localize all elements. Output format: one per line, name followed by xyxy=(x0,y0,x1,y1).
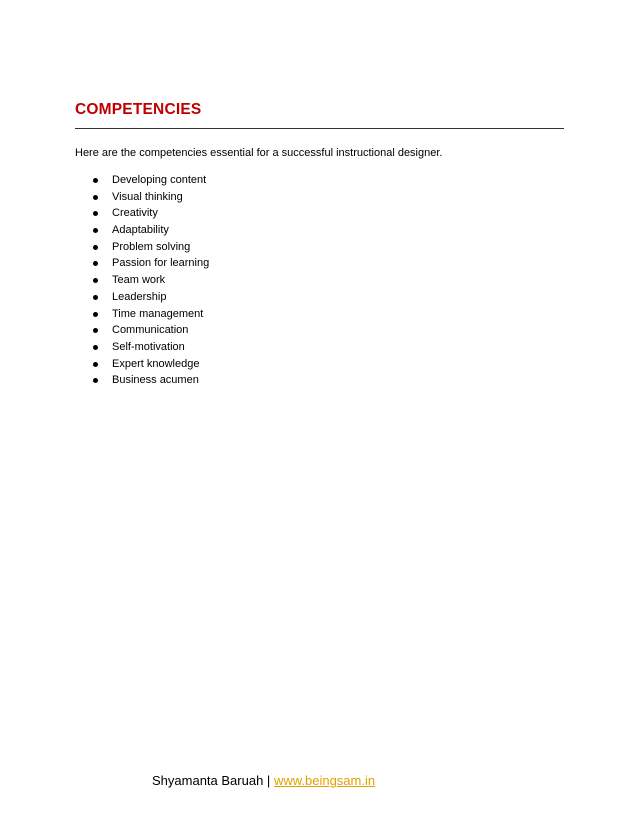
page-footer xyxy=(152,773,375,789)
bullet-icon xyxy=(93,345,98,350)
list-item xyxy=(90,222,209,239)
list-item-text: Passion for learning xyxy=(112,257,210,270)
list-item-text: Time management xyxy=(112,307,204,320)
list-item-text: Problem solving xyxy=(112,240,191,253)
bullet-icon xyxy=(93,178,98,183)
heading-divider xyxy=(75,128,564,129)
bullet-icon xyxy=(93,378,98,383)
list-item xyxy=(90,189,209,206)
list-item xyxy=(90,239,209,256)
website-link[interactable]: www.beingsam.in xyxy=(273,773,376,788)
list-item xyxy=(90,172,209,189)
bullet-icon xyxy=(93,278,98,283)
bullet-icon xyxy=(93,228,98,233)
list-item xyxy=(90,356,209,373)
competency-list xyxy=(90,172,209,389)
list-item xyxy=(90,255,209,272)
list-item xyxy=(90,289,209,306)
bullet-icon xyxy=(93,245,98,250)
list-item xyxy=(90,372,209,389)
list-item-text: Expert knowledge xyxy=(112,357,200,370)
bullet-icon xyxy=(93,362,98,367)
list-item-text: Communication xyxy=(112,324,189,337)
list-item-text: Business acumen xyxy=(112,374,199,387)
bullet-icon xyxy=(93,328,98,333)
bullet-icon xyxy=(93,312,98,317)
bullet-icon xyxy=(93,295,98,300)
list-item xyxy=(90,272,209,289)
list-item xyxy=(90,322,209,339)
list-item-text: Leadership xyxy=(112,290,167,303)
footer-separator: | xyxy=(266,773,271,788)
list-item xyxy=(90,306,209,323)
list-item-text: Developing content xyxy=(112,174,207,186)
list-item-text: Creativity xyxy=(112,207,158,220)
intro-paragraph: Here are the competencies essential for a successful instructional designer. xyxy=(75,147,443,159)
page-title: COMPETENCIES xyxy=(75,101,202,118)
bullet-icon xyxy=(93,211,98,216)
bullet-icon xyxy=(93,195,98,200)
bullet-icon xyxy=(93,261,98,266)
list-item xyxy=(90,205,209,222)
list-item-text: Adaptability xyxy=(112,224,169,237)
list-item-text: Team work xyxy=(112,274,166,287)
list-item xyxy=(90,339,209,356)
list-item-text: Visual thinking xyxy=(112,190,183,203)
list-item-text: Self-motivation xyxy=(112,340,185,353)
footer-author: Shyamanta Baruah xyxy=(152,773,264,788)
